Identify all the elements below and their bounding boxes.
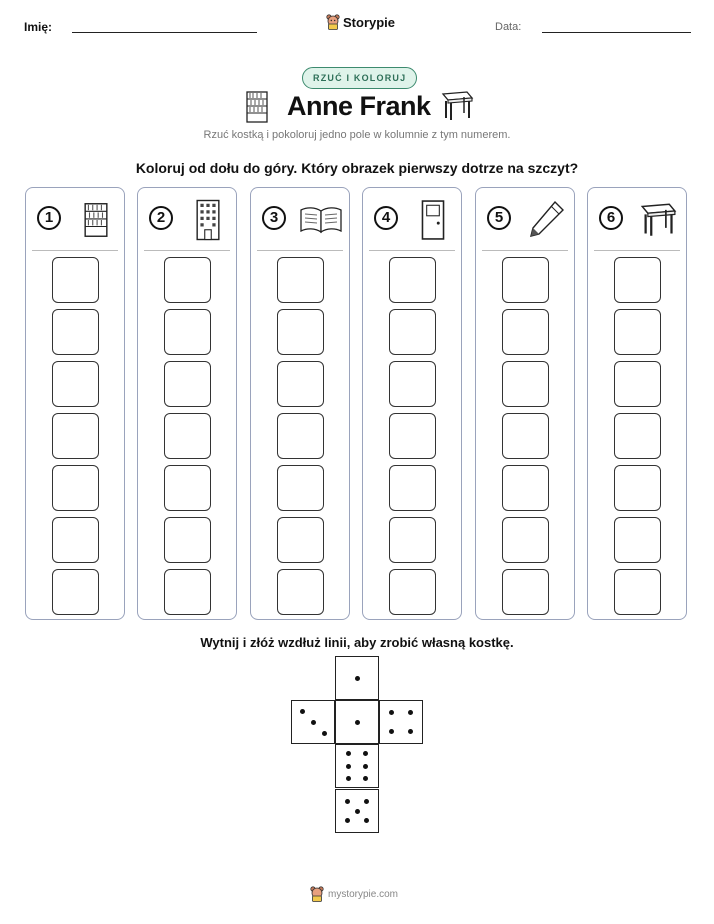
column-number: 4 bbox=[374, 206, 398, 230]
column-divider bbox=[482, 250, 568, 251]
column-number: 6 bbox=[599, 206, 623, 230]
color-cell[interactable] bbox=[614, 517, 661, 563]
color-cell[interactable] bbox=[164, 517, 211, 563]
die-face-left bbox=[291, 700, 335, 744]
die-pip bbox=[346, 776, 351, 781]
column-2 bbox=[137, 187, 237, 620]
column-header bbox=[251, 188, 349, 250]
bookshelf-icon bbox=[245, 91, 269, 123]
column-divider bbox=[144, 250, 230, 251]
die-pip bbox=[408, 729, 413, 734]
die-pip bbox=[363, 751, 368, 756]
footer bbox=[310, 886, 398, 902]
door-icon bbox=[411, 200, 455, 240]
die-pip bbox=[355, 676, 360, 681]
brand-name: Storypie bbox=[343, 14, 396, 30]
column-number: 1 bbox=[37, 206, 61, 230]
die-pip bbox=[355, 809, 360, 814]
color-cell[interactable] bbox=[502, 569, 549, 615]
die-pip bbox=[355, 720, 360, 725]
brand-logo bbox=[326, 14, 395, 30]
activity-badge: RZUĆ I KOLORUJ bbox=[302, 67, 417, 89]
color-cell[interactable] bbox=[277, 569, 324, 615]
color-cell[interactable] bbox=[614, 257, 661, 303]
die-pip bbox=[408, 710, 413, 715]
building-icon bbox=[186, 200, 230, 240]
color-cell[interactable] bbox=[502, 257, 549, 303]
color-cell[interactable] bbox=[389, 465, 436, 511]
color-cell[interactable] bbox=[389, 257, 436, 303]
color-cell[interactable] bbox=[52, 517, 99, 563]
column-header bbox=[363, 188, 461, 250]
color-cell[interactable] bbox=[502, 517, 549, 563]
color-cell[interactable] bbox=[277, 517, 324, 563]
color-cell[interactable] bbox=[614, 309, 661, 355]
pencil-icon bbox=[524, 200, 568, 240]
color-cell[interactable] bbox=[502, 361, 549, 407]
name-line[interactable] bbox=[72, 32, 257, 33]
column-divider bbox=[594, 250, 680, 251]
subtitle: Rzuć kostką i pokoloruj jedno pole w kolumnie z tym numerem. bbox=[203, 129, 511, 141]
color-cell[interactable] bbox=[52, 465, 99, 511]
color-cell[interactable] bbox=[389, 517, 436, 563]
stool-icon bbox=[636, 200, 680, 240]
color-cell[interactable] bbox=[164, 309, 211, 355]
column-6 bbox=[587, 187, 687, 620]
color-cell[interactable] bbox=[277, 361, 324, 407]
color-cell[interactable] bbox=[277, 465, 324, 511]
cut-instruction: Wytnij i złóż wzdłuż linii, aby zrobić własną kostkę. bbox=[200, 635, 514, 650]
color-cell[interactable] bbox=[164, 413, 211, 459]
column-number: 5 bbox=[487, 206, 511, 230]
bear-logo-icon bbox=[326, 14, 340, 30]
die-pip bbox=[389, 729, 394, 734]
color-cell[interactable] bbox=[389, 309, 436, 355]
color-cell[interactable] bbox=[52, 569, 99, 615]
column-divider bbox=[369, 250, 455, 251]
color-cell[interactable] bbox=[164, 361, 211, 407]
die-pip bbox=[346, 764, 351, 769]
bookshelf-icon bbox=[74, 200, 118, 240]
color-cell[interactable] bbox=[164, 257, 211, 303]
column-1 bbox=[25, 187, 125, 620]
column-divider bbox=[257, 250, 343, 251]
color-cell[interactable] bbox=[277, 257, 324, 303]
color-cell[interactable] bbox=[164, 569, 211, 615]
color-cell[interactable] bbox=[502, 465, 549, 511]
color-cell[interactable] bbox=[389, 413, 436, 459]
open-book-icon bbox=[299, 200, 343, 240]
die-pip bbox=[363, 764, 368, 769]
color-cell[interactable] bbox=[614, 361, 661, 407]
bear-logo-icon bbox=[310, 886, 324, 902]
die-pip bbox=[364, 799, 369, 804]
die-pip bbox=[345, 818, 350, 823]
column-header bbox=[476, 188, 574, 250]
column-5 bbox=[475, 187, 575, 620]
die-pip bbox=[346, 751, 351, 756]
color-cell[interactable] bbox=[52, 309, 99, 355]
column-number: 2 bbox=[149, 206, 173, 230]
die-pip bbox=[389, 710, 394, 715]
column-header bbox=[588, 188, 686, 250]
column-3 bbox=[250, 187, 350, 620]
color-cell[interactable] bbox=[52, 257, 99, 303]
die-pip bbox=[311, 720, 316, 725]
date-line[interactable] bbox=[542, 32, 691, 33]
date-label: Data: bbox=[495, 21, 522, 33]
color-cell[interactable] bbox=[389, 569, 436, 615]
die-pip bbox=[364, 818, 369, 823]
die-face-right bbox=[379, 700, 423, 744]
instruction: Koloruj od dołu do góry. Który obrazek pierwszy dotrze na szczyt? bbox=[135, 160, 579, 176]
die-pip bbox=[345, 799, 350, 804]
color-cell[interactable] bbox=[614, 569, 661, 615]
color-cell[interactable] bbox=[614, 413, 661, 459]
color-cell[interactable] bbox=[52, 361, 99, 407]
color-cell[interactable] bbox=[52, 413, 99, 459]
column-divider bbox=[32, 250, 118, 251]
color-cell[interactable] bbox=[502, 413, 549, 459]
die-face-top bbox=[335, 656, 379, 700]
die-face-bottom bbox=[335, 789, 379, 833]
color-cell[interactable] bbox=[277, 309, 324, 355]
die-pip bbox=[322, 731, 327, 736]
column-4 bbox=[362, 187, 462, 620]
color-cell[interactable] bbox=[502, 309, 549, 355]
column-header bbox=[138, 188, 236, 250]
die-face-below bbox=[335, 744, 379, 788]
column-header bbox=[26, 188, 124, 250]
die-pip bbox=[300, 709, 305, 714]
color-cell[interactable] bbox=[389, 361, 436, 407]
color-cell[interactable] bbox=[164, 465, 211, 511]
die-pip bbox=[363, 776, 368, 781]
page-title: Anne Frank bbox=[287, 91, 431, 121]
name-label: Imię: bbox=[24, 20, 53, 34]
color-cell[interactable] bbox=[614, 465, 661, 511]
die-face-center bbox=[335, 700, 379, 744]
color-cell[interactable] bbox=[277, 413, 324, 459]
stool-icon bbox=[440, 90, 474, 122]
footer-url[interactable]: mystorypie.com bbox=[328, 888, 399, 900]
column-number: 3 bbox=[262, 206, 286, 230]
